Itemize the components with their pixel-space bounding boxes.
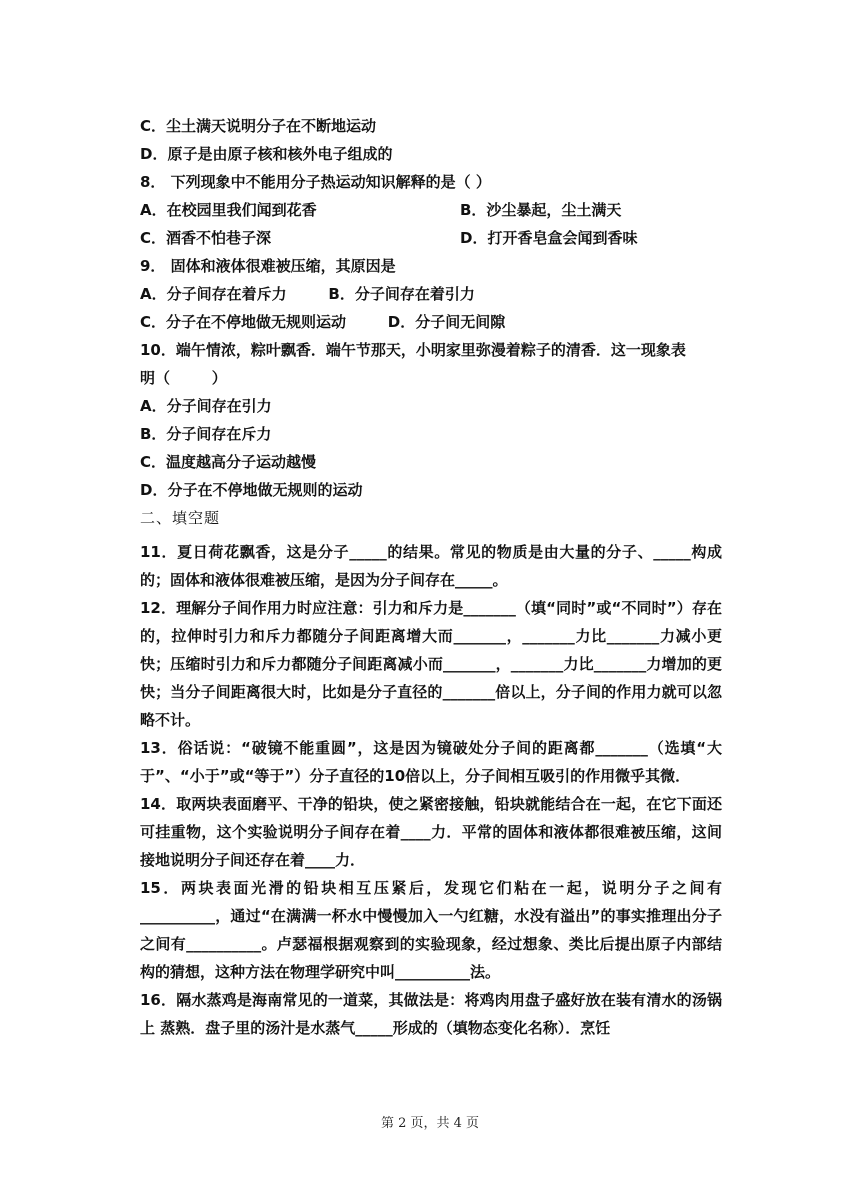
q10-option-c: C．温度越高分子运动越慢 (140, 453, 317, 471)
q10-option-b: B．分子间存在斥力 (140, 425, 272, 443)
q10-stem-line2: 明（ ） (140, 369, 227, 387)
q8-option-a: A．在校园里我们闻到花香 (140, 201, 317, 219)
q8-option-b: B．沙尘暴起，尘土满天 (460, 201, 622, 219)
q9-options-ab: A．分子间存在着斥力 B．分子间存在着引力 (140, 285, 475, 303)
q12-text: 12．理解分子间作用力时应注意：引力和斥力是_______（填“同时”或“不同时”）存在的，拉伸时引力和斥力都随分子间距离增大而_______，_______力比_______力减小更快；压缩时引力和斥力都随分子间距离减小而_______，_______力比_______力增加的更快；当分子间距离很大时，比如是分子直径的_______倍以上，分子间的作用力就可以忽略不计。 (140, 599, 722, 729)
q8-option-c: C．酒香不怕巷子深 (140, 229, 272, 247)
q8-options-ab (140, 196, 722, 224)
q10-option-d: D．分子在不停地做无规则的运动 (140, 481, 363, 499)
q13-text: 13．俗话说：“破镜不能重圆”，这是因为镜破处分子间的距离都_______（选填“大于”、“小于”或“等于”）分子直径的10倍以上，分子间相互吸引的作用微乎其微． (140, 739, 722, 785)
q9-options-cd: C．分子在不停地做无规则运动 D．分子间无间隙 (140, 313, 506, 331)
page-content (140, 112, 722, 1042)
q15-text: 15．两块表面光滑的铅块相互压紧后，发现它们粘在一起，说明分子之间有__________，通过“在满满一杯水中慢慢加入一勺红糖，水没有溢出”的事实推理出分子之间有__________。卢瑟福根据观察到的实验现象，经过想象、类比后提出原子内部结构的猜想，这种方法在物理学研究中叫__________法。 (140, 879, 722, 981)
q11-text: 11．夏日荷花飘香，这是分子_____的结果。常见的物质是由大量的分子、_____构成的；固体和液体很难被压缩，是因为分子间存在_____。 (140, 543, 722, 589)
q8-options-cd (140, 224, 722, 252)
q9-stem: 9． 固体和液体很难被压缩，其原因是 (140, 257, 396, 275)
q10-stem-line1: 10．端午情浓，粽叶飘香．端午节那天，小明家里弥漫着粽子的清香．这一现象表 (140, 341, 686, 359)
q16-text: 16．隔水蒸鸡是海南常见的一道菜，其做法是：将鸡肉用盘子盛好放在装有清水的汤锅上 蒸熟．盘子里的汤汁是水蒸气_____形成的（填物态变化名称）．烹饪 (140, 991, 722, 1037)
q8-option-d: D．打开香皂盒会闻到香味 (460, 229, 638, 247)
q8-stem: 8． 下列现象中不能用分子热运动知识解释的是（ ） (140, 173, 491, 191)
q7-option-d: D．原子是由原子核和核外电子组成的 (140, 145, 393, 163)
section-title-fill-in: 二、填空题 (140, 509, 221, 527)
q10-option-a: A．分子间存在引力 (140, 397, 272, 415)
q7-option-c: C．尘土满天说明分子在不断地运动 (140, 117, 377, 135)
q14-text: 14．取两块表面磨平、干净的铅块，使之紧密接触，铅块就能结合在一起，在它下面还可挂重物，这个实验说明分子间存在着____力．平常的固体和液体都很难被压缩，这间接地说明分子间还存在着____力． (140, 795, 722, 869)
page-footer: 第 2 页，共 4 页 (380, 1116, 480, 1131)
